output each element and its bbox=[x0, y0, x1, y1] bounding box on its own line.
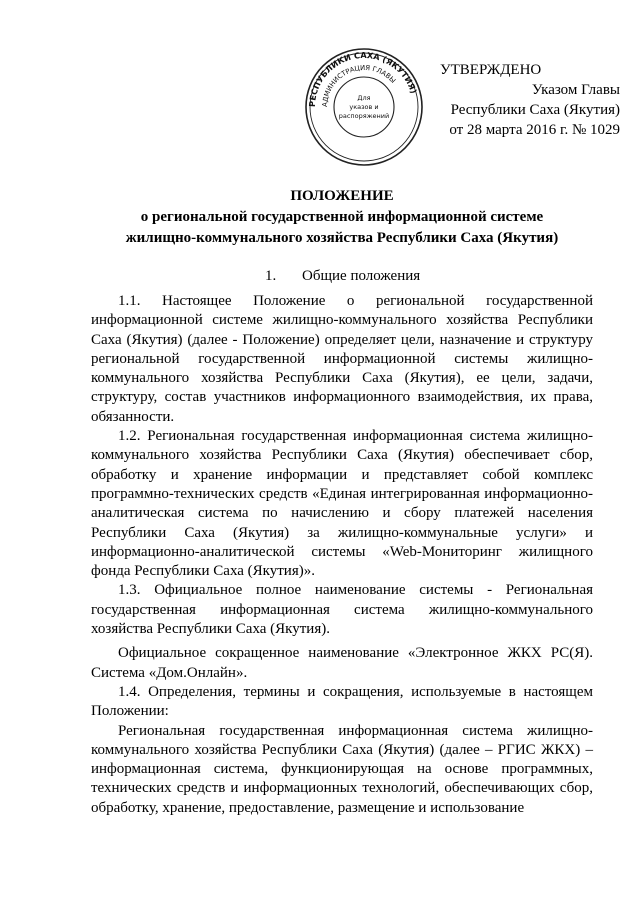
stamp-center-line-3: распоряжений bbox=[338, 112, 390, 120]
document-body bbox=[91, 292, 593, 818]
title-line-2: о региональной государственной информационной системе bbox=[140, 209, 544, 225]
title-line-1: ПОЛОЖЕНИЕ bbox=[290, 188, 394, 204]
paragraph-1-2: 1.2. Региональная государственная информационная система жилищно-коммунального хозяйства Республики Саха (Якутия) обеспечивает сбор, обработку и хранение информации и представляет собой комплекс программно-технических средств «Единая интегрированная информационно-аналитическая система по начислению и сбору платежей населения Республики Саха (Якутия) за жилищно-коммунальные услуги» и информационно-аналитической системы «Web-Мониторинг жилищного фонда Республики Саха (Якутия)». bbox=[91, 428, 593, 580]
stamp-outer-text: РЕСПУБЛИКИ САХА (ЯКУТИЯ) bbox=[306, 49, 419, 108]
section-heading bbox=[265, 268, 420, 285]
paragraph-1-1: 1.1. Настоящее Положение о региональной государственной информационной системе жилищно-коммунального хозяйства Республики Саха (Якутия) (далее - Положение) определяет цели, назначение и структуру региональной государственной информационной системы жилищно-коммунального хозяйства Республики Саха (Якутия), ее цели, задачи, структуру, состав участников информационного взаимодействия, их права, обязанности. bbox=[91, 293, 593, 425]
approval-line-3: от 28 марта 2016 г. № 1029 bbox=[449, 122, 620, 138]
stamp-inner-text: АДМИНИСТРАЦИЯ ГЛАВЫ bbox=[320, 63, 398, 108]
approval-block bbox=[410, 60, 620, 140]
stamp-center-line-1: Для bbox=[357, 94, 371, 102]
paragraph-1-3: 1.3. Официальное полное наименование системы - Региональная государственная информационная система жилищно-коммунального хозяйства Республики Саха (Якутия). bbox=[91, 582, 593, 638]
section-title: Общие положения bbox=[302, 268, 421, 284]
section-number: 1. bbox=[265, 268, 277, 284]
paragraph-definition: Региональная государственная информационная система жилищно-коммунального хозяйства Республики Саха (Якутия) (далее – РГИС ЖКХ) – информационная система, функционирующая на основе программных, технических средств и информационных технологий, обеспечивающих сбор, обработку, хранение, предоставление, размещение и использование bbox=[91, 722, 593, 816]
paragraph-1-4: 1.4. Определения, термины и сокращения, используемые в настоящем Положении: bbox=[91, 683, 593, 720]
approved-label: УТВЕРЖДЕНО bbox=[440, 62, 542, 78]
document-title bbox=[92, 186, 592, 249]
approval-line-2: Республики Саха (Якутия) bbox=[450, 102, 620, 118]
approval-line-1: Указом Главы bbox=[531, 82, 620, 98]
paragraph-short-name: Официальное сокращенное наименование «Электронное ЖКХ РС(Я). Система «Дом.Онлайн». bbox=[91, 645, 593, 681]
title-line-3: жилищно-коммунального хозяйства Республики Саха (Якутия) bbox=[125, 230, 559, 246]
stamp-center-line-2: указов и bbox=[349, 103, 379, 111]
official-seal-stamp bbox=[302, 45, 426, 169]
